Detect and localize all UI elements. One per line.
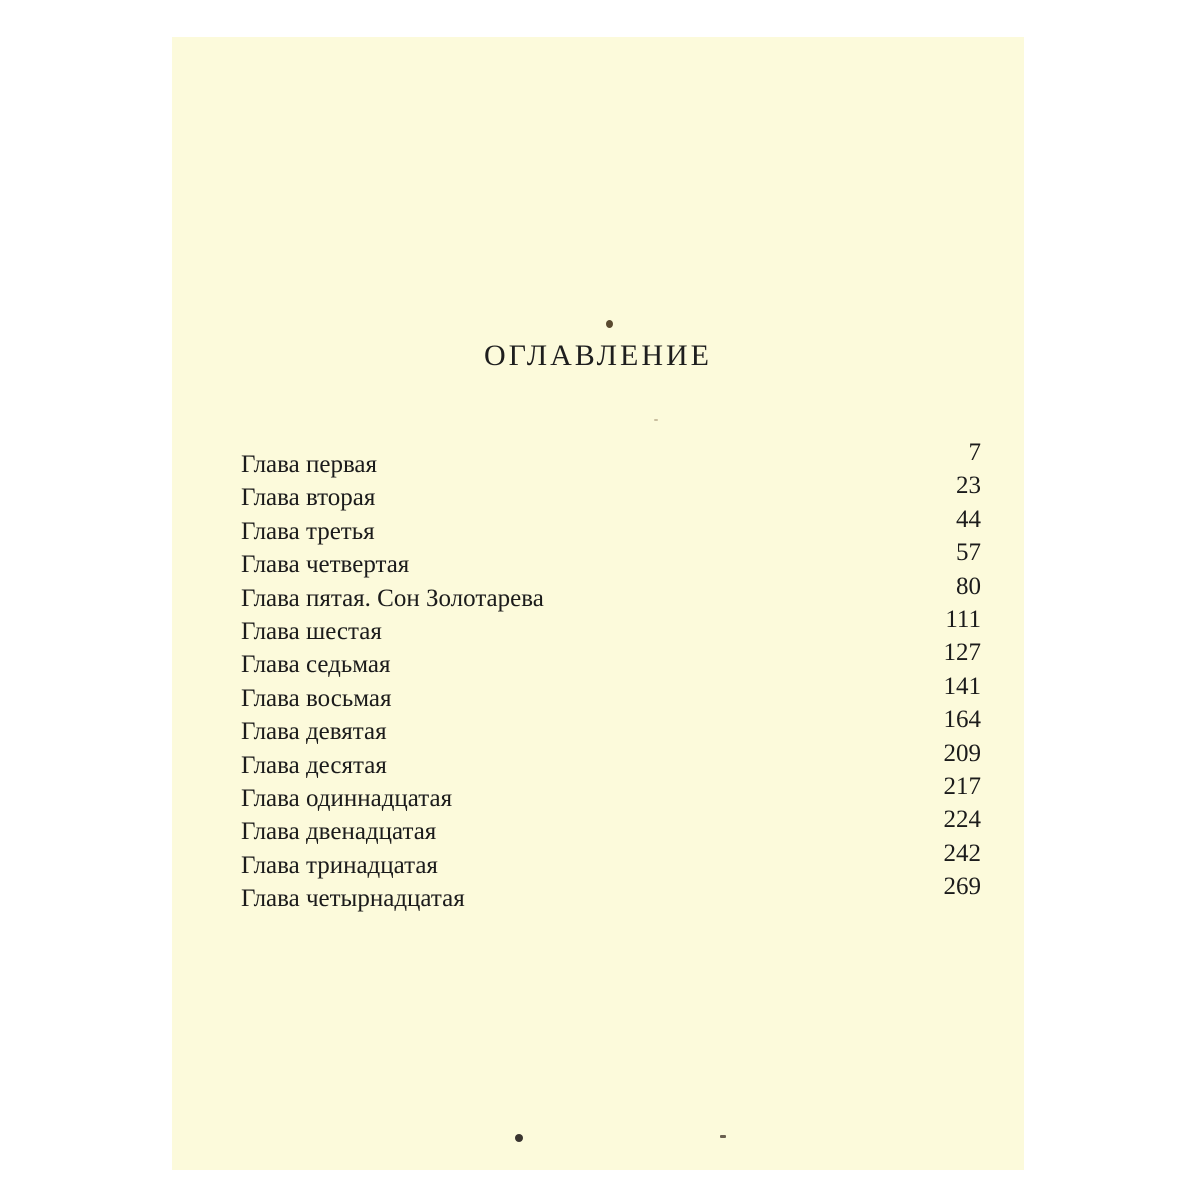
ink-mark bbox=[720, 1135, 726, 1138]
toc-entry bbox=[241, 505, 981, 551]
toc-entry bbox=[241, 739, 981, 785]
toc-chapter-title: Глава десятая bbox=[241, 751, 387, 779]
toc-page-number: 80 bbox=[956, 572, 981, 600]
toc-entry bbox=[241, 873, 981, 918]
toc-chapter-title: Глава вторая bbox=[241, 484, 376, 512]
toc-page-number: 23 bbox=[956, 472, 981, 500]
toc-entry bbox=[241, 806, 981, 851]
toc-page-number: 141 bbox=[943, 672, 981, 700]
ink-speck bbox=[515, 1134, 523, 1142]
toc-chapter-title: Глава двенадцатая bbox=[241, 818, 437, 846]
toc-chapter-title: Глава первая bbox=[241, 451, 378, 478]
toc-page-number: 164 bbox=[943, 706, 981, 734]
page-title: ОГЛАВЛЕНИЕ bbox=[484, 339, 712, 372]
toc-chapter-title: Глава третья bbox=[241, 517, 375, 545]
toc-page-number: 209 bbox=[943, 739, 981, 767]
table-of-contents bbox=[241, 439, 981, 918]
paper-mark bbox=[654, 419, 658, 421]
toc-page-number: 224 bbox=[943, 806, 981, 834]
toc-chapter-title: Глава тринадцатая bbox=[241, 851, 438, 879]
toc-chapter-title: Глава седьмая bbox=[241, 651, 391, 679]
toc-page-number: 111 bbox=[945, 605, 981, 633]
toc-page-number: 44 bbox=[956, 505, 981, 533]
book-page bbox=[172, 37, 1024, 1170]
toc-chapter-title: Глава четырнадцатая bbox=[241, 885, 465, 913]
toc-entry bbox=[241, 772, 981, 818]
toc-page-number: 269 bbox=[943, 873, 981, 901]
ink-speck bbox=[606, 320, 613, 328]
toc-chapter-title: Глава шестая bbox=[241, 617, 382, 645]
toc-entry bbox=[241, 639, 981, 684]
toc-page-number: 57 bbox=[956, 539, 981, 567]
toc-chapter-title: Глава девятая bbox=[241, 718, 387, 746]
toc-page-number: 7 bbox=[968, 439, 981, 466]
toc-page-number: 217 bbox=[943, 772, 981, 800]
toc-entry bbox=[241, 472, 981, 517]
toc-entry bbox=[241, 439, 981, 484]
toc-entry bbox=[241, 539, 981, 584]
toc-chapter-title: Глава четвертая bbox=[241, 551, 410, 579]
toc-entry bbox=[241, 572, 981, 618]
toc-entry bbox=[241, 605, 981, 651]
toc-chapter-title: Глава восьмая bbox=[241, 684, 392, 712]
toc-chapter-title: Глава одиннадцатая bbox=[241, 784, 453, 812]
toc-page-number: 127 bbox=[943, 639, 981, 667]
toc-chapter-title: Глава пятая. Сон Золотарева bbox=[241, 584, 544, 612]
toc-entry bbox=[241, 706, 981, 751]
toc-entry bbox=[241, 839, 981, 885]
toc-entry bbox=[241, 672, 981, 718]
toc-page-number: 242 bbox=[943, 839, 981, 867]
